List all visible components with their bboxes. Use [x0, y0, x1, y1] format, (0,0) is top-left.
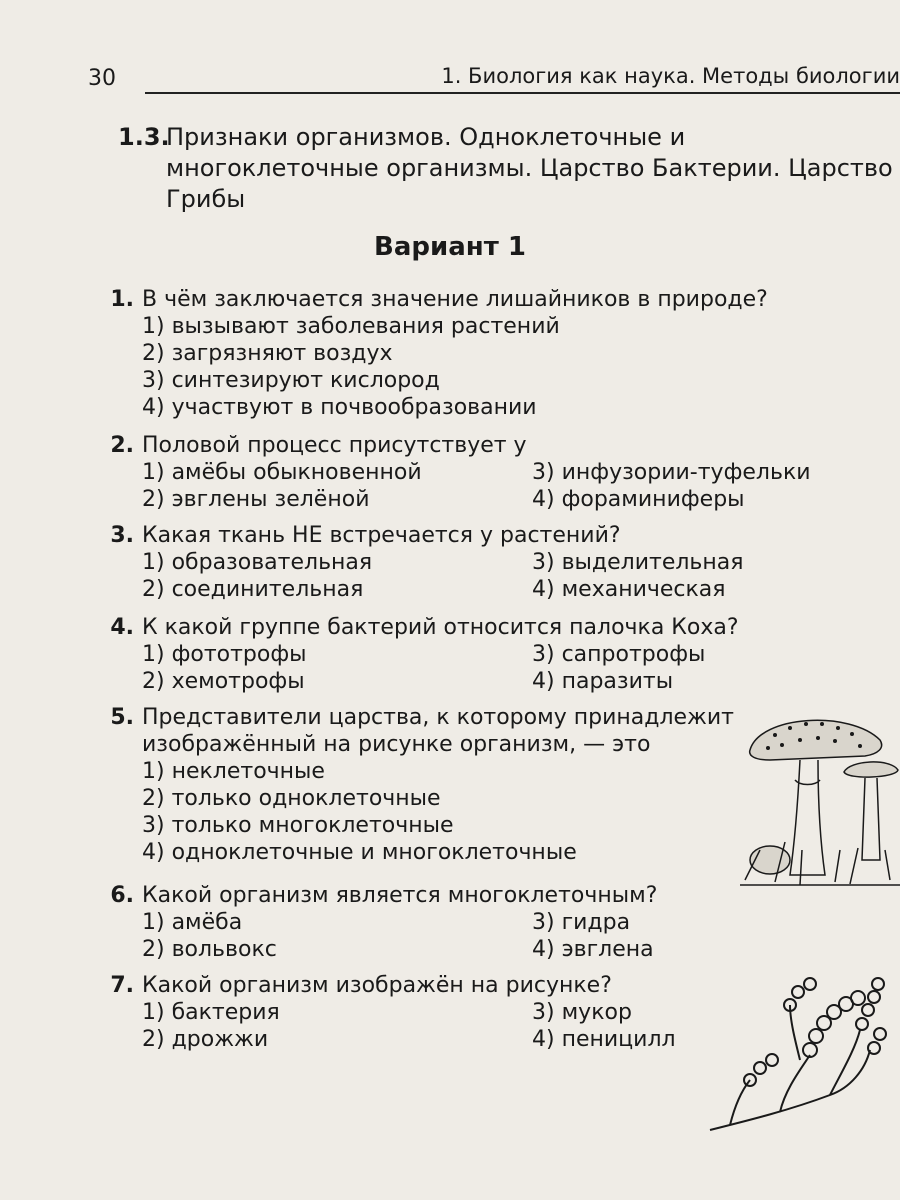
question-number: 3. — [110, 523, 134, 548]
answer-option: 3) инфузории-туфельки — [532, 460, 811, 485]
question-text: В чём заключается значение лишайников в природе? — [142, 287, 768, 312]
question-text: К какой группе бактерий относится палочка Коха? — [142, 615, 739, 640]
answer-option: 3) сапротрофы — [532, 642, 706, 667]
answer-option: 2) дрожжи — [142, 1027, 269, 1052]
answer-option: 3) выделительная — [532, 550, 744, 575]
answer-option: 4) фораминиферы — [532, 487, 745, 512]
question-text: Представители царства, к которому принадлежит — [142, 705, 734, 730]
question-number: 6. — [110, 883, 134, 908]
answer-option: 3) мукор — [532, 1000, 632, 1025]
answer-option: 2) соединительная — [142, 577, 364, 602]
question-3 — [88, 522, 808, 603]
question-number: 1. — [110, 287, 134, 312]
mold-illustration — [690, 960, 890, 1150]
section-number: 1.3. — [118, 123, 170, 151]
variant-title: Вариант 1 — [374, 232, 526, 262]
answer-option: 1) вызывают заболевания растений — [142, 314, 560, 339]
answer-option: 2) вольвокс — [142, 937, 277, 962]
answer-option: 1) фототрофы — [142, 642, 307, 667]
answer-option: 3) только многоклеточные — [142, 813, 454, 838]
question-text: Какой организм является многоклеточным? — [142, 883, 658, 908]
question-5 — [88, 704, 808, 866]
question-4 — [88, 614, 808, 695]
answer-option: 4) эвглена — [532, 937, 654, 962]
question-number: 4. — [110, 615, 134, 640]
answer-option: 4) механическая — [532, 577, 726, 602]
answer-option: 1) образовательная — [142, 550, 373, 575]
question-text: Какая ткань НЕ встречается у растений? — [142, 523, 621, 548]
answer-option: 2) только одноклеточные — [142, 786, 441, 811]
answer-option: 1) бактерия — [142, 1000, 280, 1025]
question-text: изображённый на рисунке организм, — это — [142, 732, 651, 757]
question-2 — [88, 432, 811, 513]
question-number: 7. — [110, 973, 134, 998]
answer-option: 1) неклеточные — [142, 759, 325, 784]
question-number: 5. — [110, 705, 134, 730]
answer-option: 2) загрязняют воздух — [142, 341, 393, 366]
answer-option: 4) одноклеточные и многоклеточные — [142, 840, 577, 865]
question-1 — [88, 286, 808, 421]
answer-option: 2) хемотрофы — [142, 669, 305, 694]
page-number: 30 — [88, 66, 116, 91]
header-divider — [145, 92, 900, 94]
answer-option: 4) паразиты — [532, 669, 674, 694]
question-text: Половой процесс присутствует у — [142, 433, 527, 458]
answer-option: 3) синтезируют кислород — [142, 368, 440, 393]
answer-option: 3) гидра — [532, 910, 631, 935]
question-text: Какой организм изображён на рисунке? — [142, 973, 612, 998]
question-number: 2. — [110, 433, 134, 458]
mushroom-illustration — [740, 710, 900, 890]
answer-option: 4) участвуют в почвообразовании — [142, 395, 537, 420]
answer-option: 1) амёба — [142, 910, 243, 935]
answer-option: 1) амёбы обыкновенной — [142, 460, 422, 485]
section-title: Признаки организмов. Одноклеточные и многоклеточные организмы. Царство Бактерии. Царство Грибы — [166, 123, 893, 213]
section-heading — [118, 122, 900, 215]
question-6 — [88, 882, 808, 963]
answer-option: 4) пеницилл — [532, 1027, 676, 1052]
chapter-title: 1. Биология как наука. Методы биологии — [441, 64, 900, 88]
answer-option: 2) эвглены зелёной — [142, 487, 370, 512]
